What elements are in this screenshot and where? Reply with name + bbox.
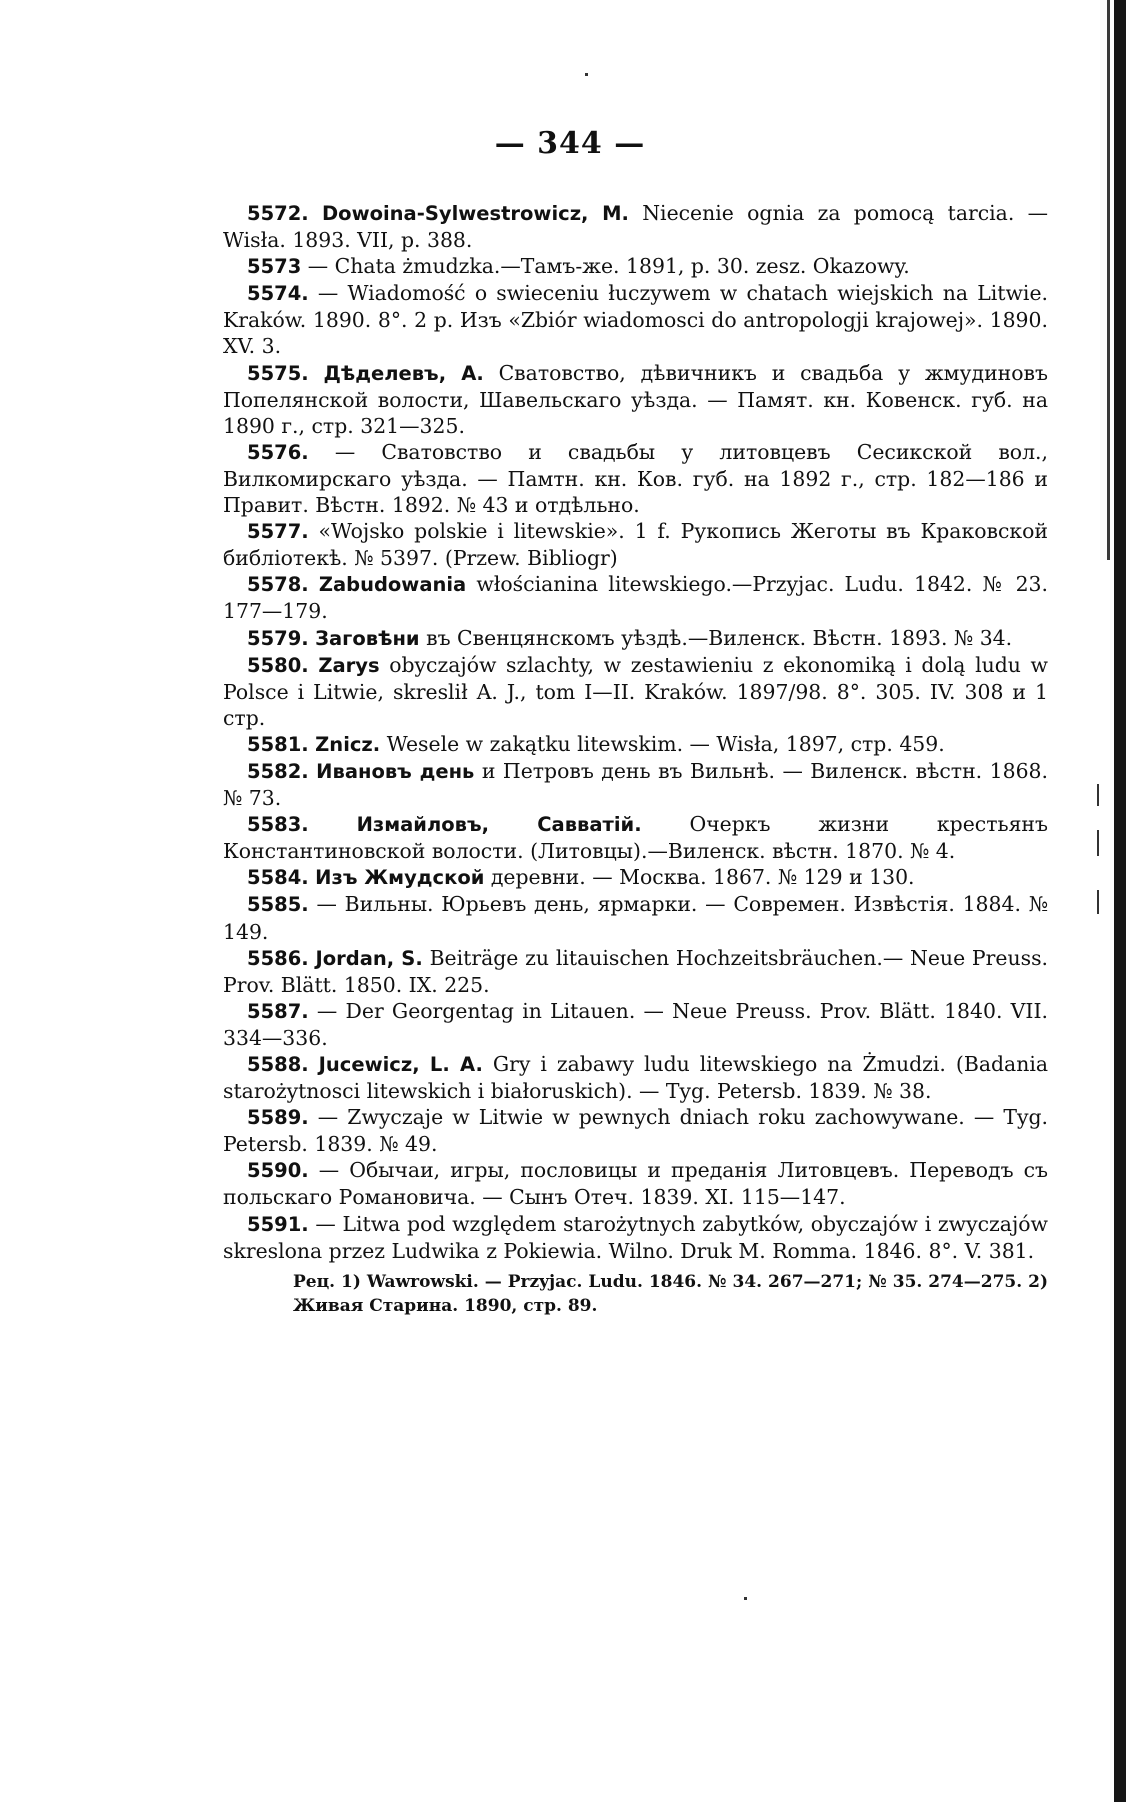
bibliography-entry <box>223 571 1048 624</box>
entry-heading: Dowoina-Sylwestrowicz, M. <box>322 202 629 225</box>
entry-text: Сватовство, дѣвичникъ и свадьба у жмудиновъ Попелянской волости, Шавельскаго уѣзда. — Памят. кн. Ковенск. губ. на 1890 г., стр. 321—325. <box>223 360 1049 438</box>
page-binding-shadow <box>1107 0 1110 560</box>
entry-number: 5573 <box>247 255 302 279</box>
bibliography-entry <box>223 758 1048 811</box>
scan-speck <box>1097 784 1099 806</box>
entry-number: 5583. <box>247 813 309 837</box>
scan-speck <box>744 1597 747 1600</box>
entry-number: 5574. <box>247 282 309 306</box>
bibliography-entry <box>223 864 1048 891</box>
entry-text: Beiträge zu litauischen Hochzeitsbräuchen.— Neue Preuss. Prov. Blätt. 1850. IX. 225. <box>223 945 1049 997</box>
entry-number: 5590. <box>247 1159 309 1183</box>
page-number: — 344 — <box>494 126 646 161</box>
bibliography-entry <box>223 945 1048 998</box>
bibliography-entry <box>223 811 1048 864</box>
bibliography-entry <box>223 253 1048 280</box>
bibliography-entry <box>223 200 1048 253</box>
entry-text: obyczajów szlachty, w zestawieniu z ekonomiką i dolą ludu w Polsce i Litwie, skreslił A. J., tom I—II. Kraków. 1897/98. 8°. 305. IV. 308 и 1 стр. <box>223 652 1048 730</box>
entry-number: 5576. <box>247 440 309 464</box>
page-binding-edge <box>1114 0 1126 1802</box>
bibliography-entry <box>223 1157 1048 1210</box>
entry-heading: Zarys <box>318 653 380 677</box>
entry-heading: Заговѣни <box>315 626 420 650</box>
entry-text: — Сватовство и свадьбы у литовцевъ Сесикской вол., Вилкомирскаго уѣзда. — Памтн. кн. Ков. губ. на 1892 г., стр. 182—186 и Правит. Вѣстн. 1892. № 43 и отдѣльно. <box>223 439 1049 518</box>
bibliography-entry <box>223 625 1048 652</box>
entry-number: 5585. <box>247 893 309 917</box>
entry-number: 5572. <box>247 202 309 225</box>
entry-text: и Петровъ день въ Вильнѣ. — Виленск. вѣстн. 1868. № 73. <box>223 758 1048 811</box>
entry-text: Niecenie ognia za pomocą tarcia. — Wisła. 1893. VII, p. 388. <box>223 201 1049 253</box>
entry-text: Wesele w zakątku litewskim. — Wisła, 1897, стр. 459. <box>386 731 945 756</box>
scan-speck <box>1097 890 1099 914</box>
entry-number: 5586. <box>247 946 309 970</box>
entry-number: 5588. <box>247 1053 309 1076</box>
entry-text: Очеркъ жизни крестьянъ Константиновской волости. (Литовцы).—Виленск. вѣстн. 1870. № 4. <box>223 812 1049 864</box>
entry-text: въ Свенцянскомъ уѣздѣ.—Виленск. Вѣстн. 1893. № 34. <box>426 625 1013 650</box>
bibliography-entry <box>223 280 1048 359</box>
bibliography-entry <box>223 652 1048 731</box>
entry-text: — Обычаи, игры, пословицы и преданія Литовцевъ. Переводъ съ польскаго Романовича. — Сынъ Отеч. 1839. XI. 115—147. <box>223 1158 1049 1210</box>
entry-number: 5591. <box>247 1212 309 1236</box>
entry-text: Gry i zabawy ludu litewskiego na Żmudzi. (Badania starożytnosci litewskich i białoruskich). — Tyg. Petersb. 1839. № 38. <box>223 1052 1049 1104</box>
entry-number: 5579. <box>247 626 309 650</box>
bibliography-entry <box>223 1211 1048 1264</box>
entry-heading: Измайловъ, Савватій. <box>356 813 642 837</box>
entry-number: 5577. <box>247 520 309 544</box>
entry-number: 5582. <box>247 759 309 783</box>
entry-number: 5581. <box>247 732 309 756</box>
bibliography-entry <box>223 891 1048 944</box>
entry-text: деревни. — Москва. 1867. № 129 и 130. <box>490 865 915 890</box>
bibliography-entry <box>223 439 1048 518</box>
entry-number: 5589. <box>247 1106 309 1130</box>
entry-number: 5578. <box>247 573 309 597</box>
entry-text: — Wiadomość o swieceniu łuczywem w chatach wiejskich na Litwie. Kraków. 1890. 8°. 2 p. Изъ «Zbiór wiadomosci do antropologji krajowej». 1890. XV. 3. <box>223 281 1049 359</box>
entry-heading: Zabudowania <box>318 573 467 597</box>
entry-heading: Дѣделевъ, А. <box>323 361 484 385</box>
entry-text: — Вильны. Юрьевъ день, ярмарки. — Современ. Извѣстія. 1884. № 149. <box>223 892 1049 944</box>
scan-speck <box>585 73 588 76</box>
entry-number: 5580. <box>247 653 309 677</box>
bibliography-entry <box>223 1104 1048 1157</box>
entry-heading: Jordan, S. <box>315 946 423 970</box>
bibliography-entry <box>223 1051 1048 1104</box>
bibliography-entry <box>223 518 1048 571</box>
entry-heading: Изъ Жмудской <box>315 866 485 890</box>
entry-text: — Der Georgentag in Litauen. — Neue Preuss. Prov. Blätt. 1840. VII. 334—336. <box>223 998 1049 1050</box>
bibliography-entry <box>223 731 1048 758</box>
entry-text: — Zwyczaje w Litwie w pewnych dniach roku zachowywane. — Tyg. Petersb. 1839. № 49. <box>223 1105 1048 1157</box>
entry-heading: Jucewicz, L. A. <box>318 1053 483 1076</box>
review-footnote: Рец. 1) Wawrowski. — Przyjac. Ludu. 1846. № 34. 267—271; № 35. 274—275. 2) Живая Старина. 1890, стр. 89. <box>293 1271 1048 1316</box>
bibliography-entry <box>223 998 1048 1051</box>
entry-text: — Litwa pod względem starożytnych zabytków, obyczajów i zwyczajów skreslona przez Ludwika z Pokiewia. Wilno. Druk M. Romma. 1846. 8°. V. 381. <box>223 1211 1048 1263</box>
entry-heading: Znicz. <box>315 732 381 756</box>
scan-speck <box>1097 830 1099 856</box>
entry-heading: Ивановъ день <box>316 759 475 783</box>
entry-number: 5587. <box>247 999 309 1023</box>
entry-number: 5584. <box>247 866 309 890</box>
entry-number: 5575. <box>247 361 309 385</box>
bibliography-entry <box>223 360 1048 439</box>
entry-text: — Chata żmudzka.—Тамъ-же. 1891, p. 30. zesz. Okazowy. <box>307 254 910 279</box>
entry-text: «Wojsko polskie i litewskie». 1 f. Рукопись Жеготы въ Краковской библіотекѣ. № 5397. (Przew. Bibliogr) <box>223 519 1048 571</box>
entry-text: włościanina litewskiego.—Przyjac. Ludu. 1842. № 23. 177—179. <box>223 572 1048 624</box>
bibliography-entries <box>223 200 1048 1318</box>
